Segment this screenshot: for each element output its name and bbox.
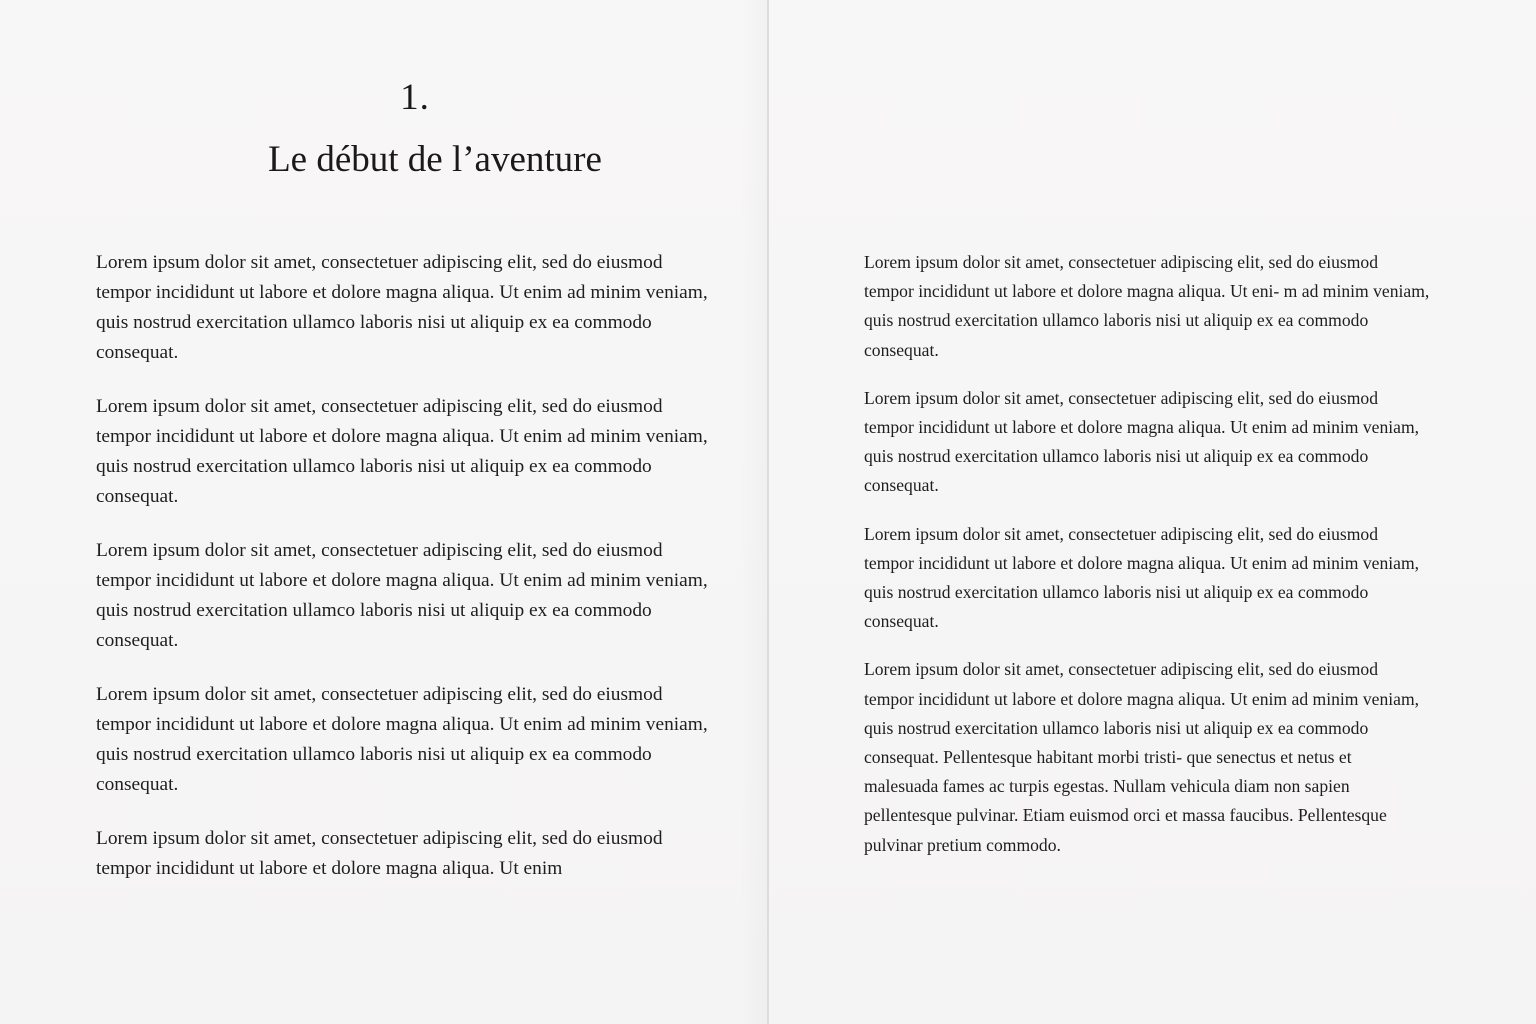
gutter-shadow <box>740 0 767 1024</box>
paragraph: Lorem ipsum dolor sit amet, consectetuer adipiscing elit, sed do eiusmod tempor incididunt ut labore et dolore magna aliqua. Ut enim <box>96 828 663 879</box>
left-page <box>0 0 767 1024</box>
paragraph: Lorem ipsum dolor sit amet, consectetuer adipiscing elit, sed do eiusmod tempor incididunt ut labore et dolore magna aliqua. Ut enim ad minim veniam, quis nostrud exercitation ullamco laboris nisi ut aliquip ex ea commodo consequat. Pellentesque habitant morbi tristi- que senectus et netus et malesuada fames ac turpis egestas. Nullam vehicula diam non sapien pellentesque pulvinar. Etiam euismod orci et massa faucibus. Pellentesque pulvinar pretium commodo. <box>864 659 1420 855</box>
paragraph: Lorem ipsum dolor sit amet, consectetuer adipiscing elit, sed do eiusmod tempor incididunt ut labore et dolore magna aliqua. Ut enim ad minim veniam, quis nostrud exercitation ullamco laboris nisi ut aliquip ex ea commodo consequat. <box>96 540 708 651</box>
paragraph: Lorem ipsum dolor sit amet, consectetuer adipiscing elit, sed do eiusmod tempor incididunt ut labore et dolore magna aliqua. Ut enim ad minim veniam, quis nostrud exercitation ullamco laboris nisi ut aliquip ex ea commodo consequat. <box>864 523 1420 632</box>
paragraph: Lorem ipsum dolor sit amet, consectetuer adipiscing elit, sed do eiusmod tempor incididunt ut labore et dolore magna aliqua. Ut eni- m ad minim veniam, quis nostrud exercitation ullamco laboris nisi ut aliquip ex ea commodo consequat. <box>864 252 1430 360</box>
left-page-text <box>96 248 716 908</box>
paragraph: Lorem ipsum dolor sit amet, consectetuer adipiscing elit, sed do eiusmod tempor incididunt ut labore et dolore magna aliqua. Ut enim ad minim veniam, quis nostrud exercitation ullamco laboris nisi ut aliquip ex ea commodo consequat. <box>96 252 708 363</box>
right-page-text <box>864 248 1430 879</box>
paragraph: Lorem ipsum dolor sit amet, consectetuer adipiscing elit, sed do eiusmod tempor incididunt ut labore et dolore magna aliqua. Ut enim ad minim veniam, quis nostrud exercitation ullamco laboris nisi ut aliquip ex ea commodo consequat. <box>96 396 708 507</box>
paragraph: Lorem ipsum dolor sit amet, consectetuer adipiscing elit, sed do eiusmod tempor incididunt ut labore et dolore magna aliqua. Ut enim ad minim veniam, quis nostrud exercitation ullamco laboris nisi ut aliquip ex ea commodo consequat. <box>864 387 1420 496</box>
chapter-number: 1. <box>400 77 430 118</box>
paragraph: Lorem ipsum dolor sit amet, consectetuer adipiscing elit, sed do eiusmod tempor incididunt ut labore et dolore magna aliqua. Ut enim ad minim veniam, quis nostrud exercitation ullamco laboris nisi ut aliquip ex ea commodo consequat. <box>96 684 708 795</box>
chapter-title: Le début de l’aventure <box>268 139 602 180</box>
